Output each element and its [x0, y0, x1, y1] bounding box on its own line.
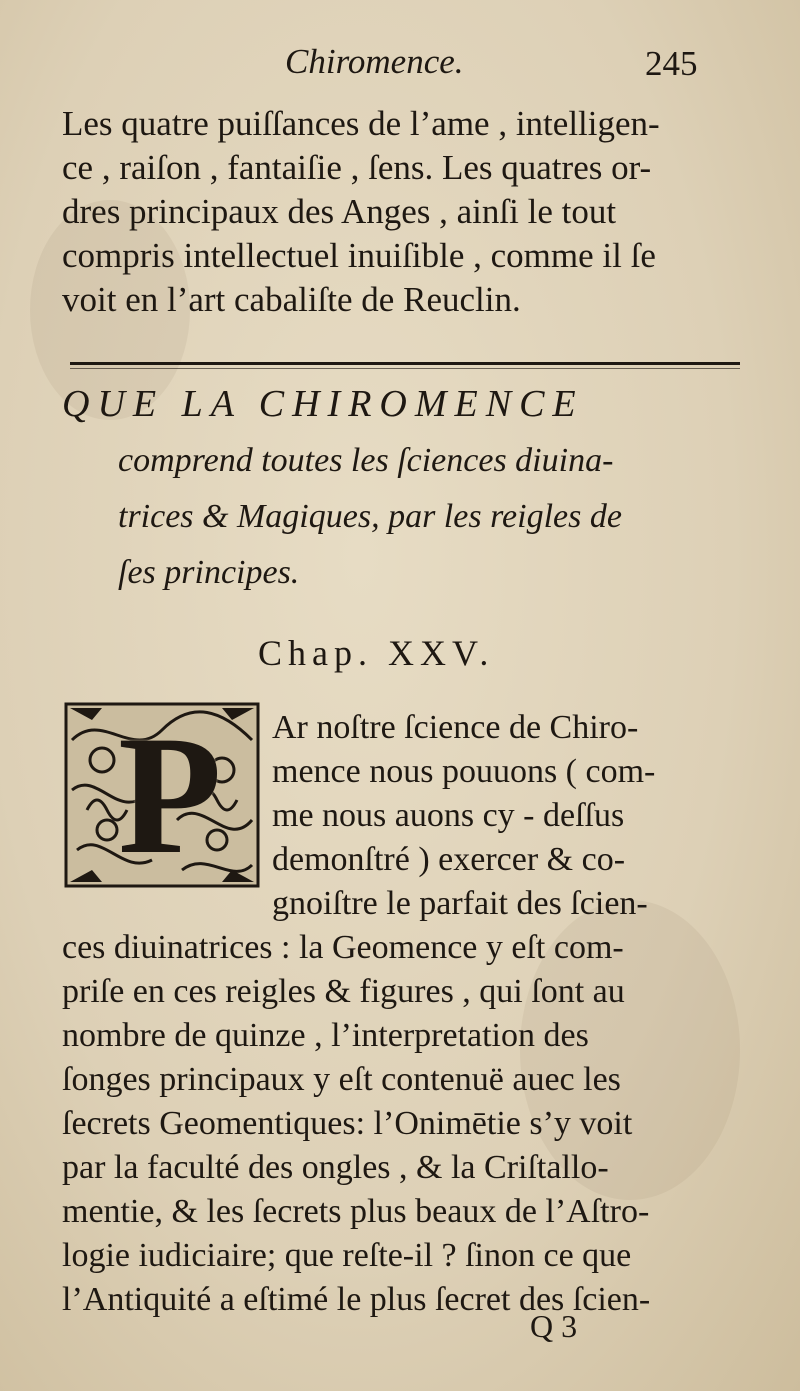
text-line: ce , raiſon , fantaiſie , ſens. Les quatres or-	[62, 148, 652, 187]
text-line: ſecrets Geomentiques: l’Onimētie s’y voit	[62, 1105, 633, 1142]
text-line: logie iudiciaire; que reſte-il ? ſinon ce que	[62, 1237, 632, 1274]
text-line: demonſtré ) exercer & co-	[272, 841, 626, 878]
heading-line: trices & Magiques, par les reigles de	[118, 498, 622, 535]
section-rule	[70, 362, 740, 365]
dropcap-letter: P	[118, 701, 222, 889]
text-line: par la faculté des ongles , & la Criſtallo-	[62, 1149, 609, 1186]
text-line: l’Antiquité a eſtimé le plus ſecret des ſcien-	[62, 1281, 651, 1318]
text-line: priſe en ces reigles & figures , qui ſont au	[62, 973, 625, 1010]
text-line: gnoiſtre le parfait des ſcien-	[272, 885, 648, 922]
decorated-initial	[62, 700, 262, 890]
signature-mark: Q 3	[530, 1308, 578, 1344]
text-line: voit en l’art cabaliſte de Reuclin.	[62, 280, 521, 319]
text-line: compris intellectuel inuiſible , comme il ſe	[62, 236, 656, 275]
text-line: mence nous pouuons ( com-	[272, 753, 656, 790]
text-line: ſonges principaux y eſt contenuë auec les	[62, 1061, 621, 1098]
text-line: Les quatre puiſſances de l’ame , intelligen-	[62, 104, 660, 143]
heading-line: ſes principes.	[118, 554, 300, 591]
text-line: ces diuinatrices : la Geomence y eſt com-	[62, 929, 624, 966]
page-header	[0, 40, 800, 100]
section-rule-thin	[70, 368, 740, 369]
chapter-title: Chap. XXV.	[258, 633, 495, 673]
heading-line: comprend toutes les ſciences diuina-	[118, 442, 614, 479]
text-line: Ar noſtre ſcience de Chiro-	[272, 709, 639, 746]
text-line: nombre de quinze , l’interpretation des	[62, 1017, 589, 1054]
text-line: dres principaux des Anges , ainſi le tout	[62, 192, 617, 231]
section-heading: QUE LA CHIROMENCE	[62, 383, 584, 425]
running-title: Chiromence.	[285, 42, 464, 81]
text-line: mentie, & les ſecrets plus beaux de l’Aſtro-	[62, 1193, 650, 1230]
page-number: 245	[645, 44, 698, 83]
text-line: me nous auons cy - deſſus	[272, 797, 625, 834]
